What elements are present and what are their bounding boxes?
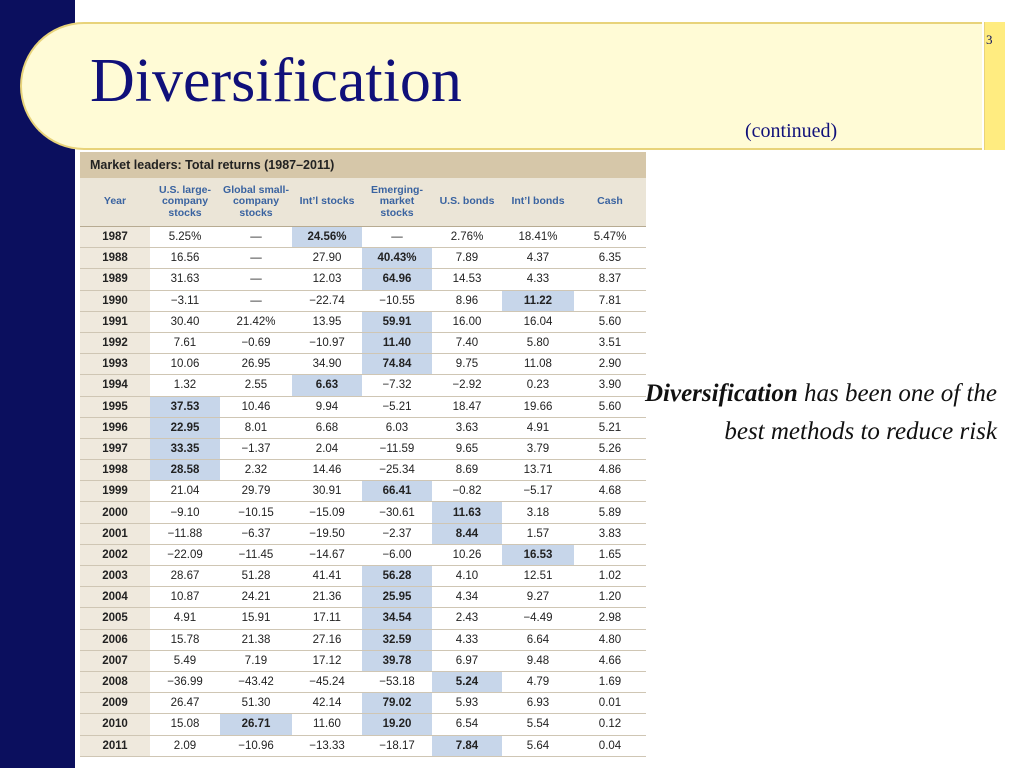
table-row	[80, 311, 646, 332]
col-header-emerging: Emerging-market stocks	[362, 178, 432, 227]
return-cell: 24.21	[220, 587, 292, 608]
return-cell: 14.46	[292, 460, 362, 481]
return-cell: 3.79	[502, 438, 574, 459]
return-cell: 4.34	[432, 587, 502, 608]
return-cell: −1.37	[220, 438, 292, 459]
year-cell: 1996	[80, 417, 150, 438]
return-cell: 1.69	[574, 671, 646, 692]
return-cell: 6.03	[362, 417, 432, 438]
table-row	[80, 523, 646, 544]
return-cell: 21.36	[292, 587, 362, 608]
year-cell: 1997	[80, 438, 150, 459]
table-row	[80, 227, 646, 248]
year-cell: 2006	[80, 629, 150, 650]
year-cell: 2000	[80, 502, 150, 523]
return-cell: −11.59	[362, 438, 432, 459]
return-cell: 8.44	[432, 523, 502, 544]
year-cell: 2003	[80, 566, 150, 587]
return-cell: 19.66	[502, 396, 574, 417]
return-cell: 9.94	[292, 396, 362, 417]
return-cell: −25.34	[362, 460, 432, 481]
table-row	[80, 481, 646, 502]
return-cell: 24.56%	[292, 227, 362, 248]
return-cell: —	[362, 227, 432, 248]
return-cell: −19.50	[292, 523, 362, 544]
return-cell: 5.93	[432, 693, 502, 714]
table-row	[80, 544, 646, 565]
return-cell: 5.89	[574, 502, 646, 523]
return-cell: 4.91	[502, 417, 574, 438]
return-cell: 41.41	[292, 566, 362, 587]
return-cell: −10.96	[220, 735, 292, 756]
year-cell: 1989	[80, 269, 150, 290]
year-cell: 1999	[80, 481, 150, 502]
table-row	[80, 269, 646, 290]
return-cell: 40.43%	[362, 248, 432, 269]
return-cell: 4.80	[574, 629, 646, 650]
return-cell: 4.91	[150, 608, 220, 629]
return-cell: 0.01	[574, 693, 646, 714]
return-cell: −4.49	[502, 608, 574, 629]
table-row	[80, 566, 646, 587]
return-cell: 34.54	[362, 608, 432, 629]
return-cell: 29.79	[220, 481, 292, 502]
return-cell: 5.21	[574, 417, 646, 438]
return-cell: −5.17	[502, 481, 574, 502]
return-cell: 18.41%	[502, 227, 574, 248]
return-cell: −6.37	[220, 523, 292, 544]
table-row	[80, 587, 646, 608]
return-cell: —	[220, 227, 292, 248]
return-cell: 7.61	[150, 332, 220, 353]
return-cell: 15.78	[150, 629, 220, 650]
return-cell: 7.81	[574, 290, 646, 311]
year-cell: 1990	[80, 290, 150, 311]
return-cell: —	[220, 269, 292, 290]
return-cell: 1.65	[574, 544, 646, 565]
col-header-intl-stocks: Int’l stocks	[292, 178, 362, 227]
return-cell: 2.04	[292, 438, 362, 459]
return-cell: 9.75	[432, 354, 502, 375]
return-cell: 16.04	[502, 311, 574, 332]
return-cell: 13.95	[292, 311, 362, 332]
return-cell: 8.69	[432, 460, 502, 481]
return-cell: 0.23	[502, 375, 574, 396]
return-cell: 28.67	[150, 566, 220, 587]
return-cell: 6.68	[292, 417, 362, 438]
return-cell: 51.30	[220, 693, 292, 714]
return-cell: −22.74	[292, 290, 362, 311]
return-cell: 5.80	[502, 332, 574, 353]
return-cell: 3.90	[574, 375, 646, 396]
return-cell: −7.32	[362, 375, 432, 396]
return-cell: 14.53	[432, 269, 502, 290]
return-cell: 5.60	[574, 396, 646, 417]
table-row	[80, 650, 646, 671]
return-cell: −45.24	[292, 671, 362, 692]
return-cell: 2.90	[574, 354, 646, 375]
return-cell: 79.02	[362, 693, 432, 714]
table-row	[80, 608, 646, 629]
return-cell: 1.57	[502, 523, 574, 544]
return-cell: 5.47%	[574, 227, 646, 248]
return-cell: 2.09	[150, 735, 220, 756]
return-cell: 1.02	[574, 566, 646, 587]
slide-subtitle: (continued)	[745, 120, 838, 142]
table-row	[80, 332, 646, 353]
return-cell: 1.20	[574, 587, 646, 608]
return-cell: 7.89	[432, 248, 502, 269]
return-cell: 5.24	[432, 671, 502, 692]
table-row	[80, 354, 646, 375]
return-cell: 1.32	[150, 375, 220, 396]
return-cell: 30.91	[292, 481, 362, 502]
year-cell: 2008	[80, 671, 150, 692]
return-cell: −9.10	[150, 502, 220, 523]
return-cell: 12.03	[292, 269, 362, 290]
year-cell: 2005	[80, 608, 150, 629]
return-cell: 0.12	[574, 714, 646, 735]
return-cell: −30.61	[362, 502, 432, 523]
table-row	[80, 671, 646, 692]
table-row	[80, 417, 646, 438]
return-cell: 4.10	[432, 566, 502, 587]
return-cell: 12.51	[502, 566, 574, 587]
return-cell: 16.53	[502, 544, 574, 565]
return-cell: −3.11	[150, 290, 220, 311]
col-header-us-bonds: U.S. bonds	[432, 178, 502, 227]
return-cell: 3.18	[502, 502, 574, 523]
return-cell: −13.33	[292, 735, 362, 756]
table-row	[80, 396, 646, 417]
return-cell: 10.06	[150, 354, 220, 375]
return-cell: 42.14	[292, 693, 362, 714]
return-cell: 27.90	[292, 248, 362, 269]
year-cell: 1998	[80, 460, 150, 481]
return-cell: 59.91	[362, 311, 432, 332]
year-cell: 2004	[80, 587, 150, 608]
year-cell: 1991	[80, 311, 150, 332]
return-cell: −36.99	[150, 671, 220, 692]
return-cell: 11.08	[502, 354, 574, 375]
return-cell: 4.86	[574, 460, 646, 481]
return-cell: 4.37	[502, 248, 574, 269]
return-cell: −10.97	[292, 332, 362, 353]
return-cell: 15.91	[220, 608, 292, 629]
return-cell: 3.51	[574, 332, 646, 353]
return-cell: 31.63	[150, 269, 220, 290]
return-cell: 6.97	[432, 650, 502, 671]
return-cell: 9.48	[502, 650, 574, 671]
table-row	[80, 375, 646, 396]
return-cell: 2.76%	[432, 227, 502, 248]
year-cell: 2007	[80, 650, 150, 671]
return-cell: 8.96	[432, 290, 502, 311]
year-cell: 1993	[80, 354, 150, 375]
table-row	[80, 735, 646, 756]
year-cell: 2010	[80, 714, 150, 735]
side-note-text: has been one of the best methods to reduce risk	[724, 380, 997, 445]
header-row	[80, 178, 646, 227]
return-cell: —	[220, 290, 292, 311]
year-cell: 1995	[80, 396, 150, 417]
return-cell: −14.67	[292, 544, 362, 565]
return-cell: 17.11	[292, 608, 362, 629]
return-cell: 11.60	[292, 714, 362, 735]
return-cell: −2.37	[362, 523, 432, 544]
year-cell: 1994	[80, 375, 150, 396]
return-cell: 3.83	[574, 523, 646, 544]
return-cell: 37.53	[150, 396, 220, 417]
table-row	[80, 714, 646, 735]
return-cell: 7.19	[220, 650, 292, 671]
return-cell: 21.38	[220, 629, 292, 650]
return-cell: −10.15	[220, 502, 292, 523]
table-row	[80, 248, 646, 269]
return-cell: 5.49	[150, 650, 220, 671]
return-cell: 5.26	[574, 438, 646, 459]
year-cell: 1987	[80, 227, 150, 248]
return-cell: 26.71	[220, 714, 292, 735]
return-cell: 26.47	[150, 693, 220, 714]
year-cell: 2011	[80, 735, 150, 756]
return-cell: 5.64	[502, 735, 574, 756]
year-cell: 2001	[80, 523, 150, 544]
return-cell: 6.54	[432, 714, 502, 735]
return-cell: 11.63	[432, 502, 502, 523]
return-cell: 56.28	[362, 566, 432, 587]
return-cell: −18.17	[362, 735, 432, 756]
return-cell: 16.00	[432, 311, 502, 332]
return-cell: 11.40	[362, 332, 432, 353]
col-header-intl-bonds: Int’l bonds	[502, 178, 574, 227]
table-row	[80, 629, 646, 650]
table-title: Market leaders: Total returns (1987–2011)	[80, 152, 646, 178]
return-cell: 6.93	[502, 693, 574, 714]
table-row	[80, 502, 646, 523]
page-number: 3	[986, 32, 993, 47]
return-cell: −15.09	[292, 502, 362, 523]
return-cell: −6.00	[362, 544, 432, 565]
col-header-us-large: U.S. large-company stocks	[150, 178, 220, 227]
return-cell: 34.90	[292, 354, 362, 375]
return-cell: 9.27	[502, 587, 574, 608]
return-cell: 74.84	[362, 354, 432, 375]
return-cell: 10.46	[220, 396, 292, 417]
return-cell: 4.68	[574, 481, 646, 502]
table-body	[80, 227, 646, 757]
return-cell: 3.63	[432, 417, 502, 438]
return-cell: 8.37	[574, 269, 646, 290]
return-cell: 64.96	[362, 269, 432, 290]
return-cell: 21.42%	[220, 311, 292, 332]
returns-grid	[80, 178, 646, 757]
year-cell: 2009	[80, 693, 150, 714]
returns-table	[80, 152, 646, 757]
return-cell: −43.42	[220, 671, 292, 692]
return-cell: 0.04	[574, 735, 646, 756]
return-cell: 10.26	[432, 544, 502, 565]
return-cell: 2.43	[432, 608, 502, 629]
return-cell: 18.47	[432, 396, 502, 417]
return-cell: 11.22	[502, 290, 574, 311]
return-cell: 30.40	[150, 311, 220, 332]
return-cell: 16.56	[150, 248, 220, 269]
return-cell: 9.65	[432, 438, 502, 459]
return-cell: 26.95	[220, 354, 292, 375]
return-cell: 13.71	[502, 460, 574, 481]
return-cell: −10.55	[362, 290, 432, 311]
return-cell: −53.18	[362, 671, 432, 692]
return-cell: 8.01	[220, 417, 292, 438]
year-cell: 1988	[80, 248, 150, 269]
return-cell: 19.20	[362, 714, 432, 735]
return-cell: 2.98	[574, 608, 646, 629]
return-cell: 39.78	[362, 650, 432, 671]
return-cell: 15.08	[150, 714, 220, 735]
side-note-emphasis: Diversification	[644, 380, 798, 407]
return-cell: 21.04	[150, 481, 220, 502]
return-cell: 22.95	[150, 417, 220, 438]
return-cell: 28.58	[150, 460, 220, 481]
return-cell: 27.16	[292, 629, 362, 650]
return-cell: 5.25%	[150, 227, 220, 248]
slide-title: Diversification	[90, 47, 462, 115]
return-cell: −0.69	[220, 332, 292, 353]
return-cell: −0.82	[432, 481, 502, 502]
return-cell: 6.63	[292, 375, 362, 396]
table-row	[80, 460, 646, 481]
side-note	[640, 375, 997, 451]
return-cell: −22.09	[150, 544, 220, 565]
return-cell: −5.21	[362, 396, 432, 417]
return-cell: 2.55	[220, 375, 292, 396]
return-cell: 4.79	[502, 671, 574, 692]
return-cell: 32.59	[362, 629, 432, 650]
return-cell: −2.92	[432, 375, 502, 396]
table-row	[80, 290, 646, 311]
return-cell: 7.40	[432, 332, 502, 353]
table-row	[80, 438, 646, 459]
return-cell: 51.28	[220, 566, 292, 587]
return-cell: 4.33	[502, 269, 574, 290]
return-cell: 5.60	[574, 311, 646, 332]
col-header-year: Year	[80, 178, 150, 227]
return-cell: 7.84	[432, 735, 502, 756]
return-cell: 25.95	[362, 587, 432, 608]
year-cell: 2002	[80, 544, 150, 565]
return-cell: —	[220, 248, 292, 269]
col-header-global-small: Global small-company stocks	[220, 178, 292, 227]
return-cell: 6.64	[502, 629, 574, 650]
table-row	[80, 693, 646, 714]
return-cell: 17.12	[292, 650, 362, 671]
return-cell: 10.87	[150, 587, 220, 608]
return-cell: 2.32	[220, 460, 292, 481]
return-cell: 4.33	[432, 629, 502, 650]
return-cell: −11.88	[150, 523, 220, 544]
col-header-cash: Cash	[574, 178, 646, 227]
return-cell: 4.66	[574, 650, 646, 671]
return-cell: −11.45	[220, 544, 292, 565]
return-cell: 33.35	[150, 438, 220, 459]
return-cell: 66.41	[362, 481, 432, 502]
return-cell: 6.35	[574, 248, 646, 269]
year-cell: 1992	[80, 332, 150, 353]
return-cell: 5.54	[502, 714, 574, 735]
